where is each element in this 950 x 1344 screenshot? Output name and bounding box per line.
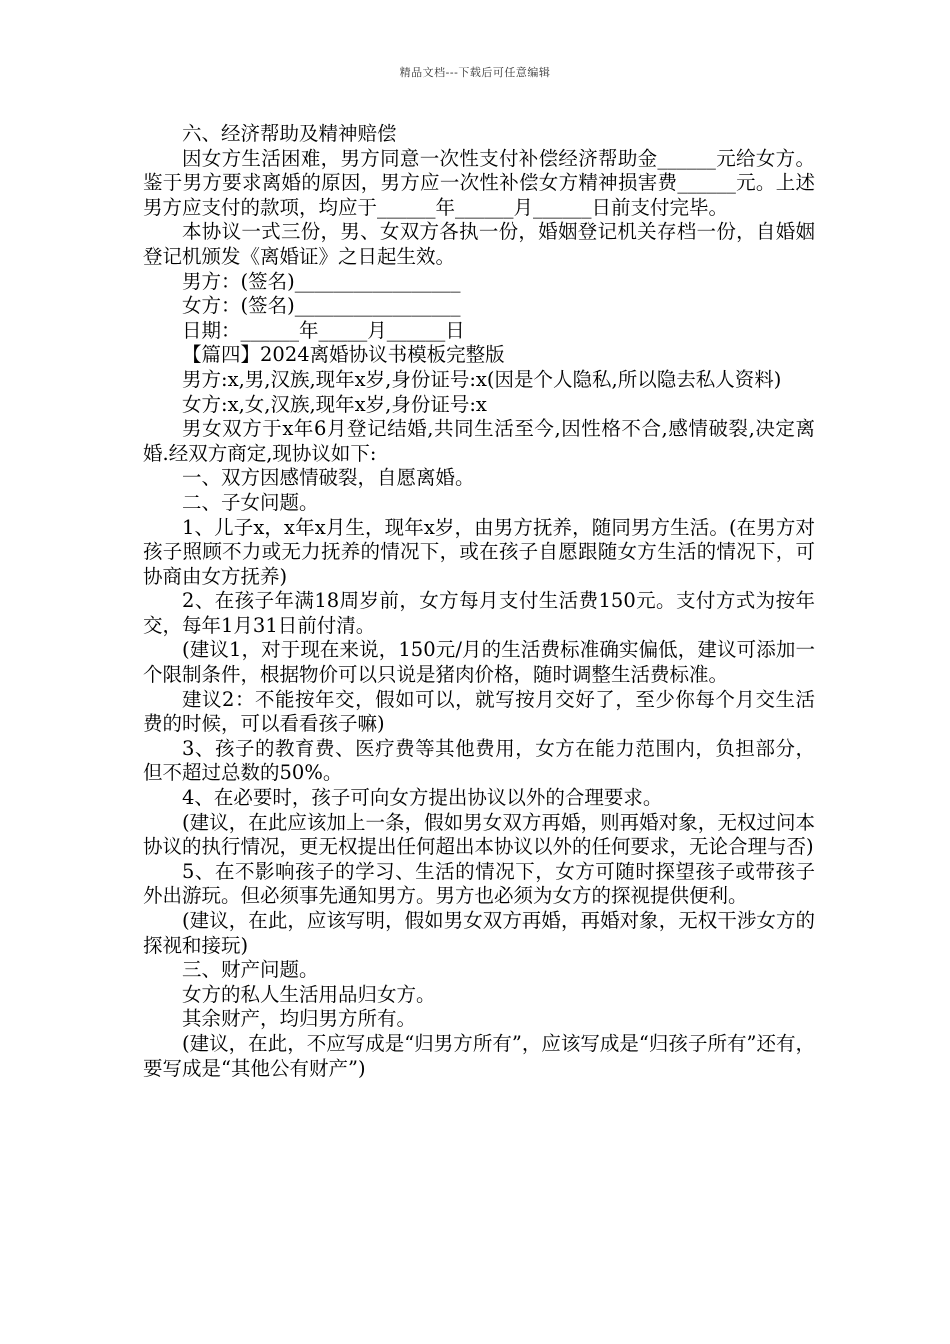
paragraph: (建议1，对于现在来说，150元/月的生活费标准确实偏低，建议可添加一个限制条件，根据物价可以只说是猪肉价格，随时调整生活费标准。: [143, 638, 815, 687]
paragraph: 女方:x,女,汉族,现年x岁,身份证号:x: [182, 392, 487, 416]
paragraph: 5、在不影响孩子的学习、生活的情况下，女方可随时探望孩子或带孩子外出游玩。但必须事先通知男方。男方也必须为女方的探视提供便利。: [143, 859, 815, 908]
paragraph: 【篇四】2024离婚协议书模板完整版: [182, 343, 505, 367]
paragraph: 六、经济帮助及精神赔偿: [182, 122, 397, 145]
paragraph: (建议，在此应该加上一条，假如男女双方再婚，则再婚对象，无权过问本协议的执行情况，更无权提出任何超出本协议以外的任何要求，无论合理与否): [143, 810, 815, 859]
paragraph: 女方：(签名)_________________: [182, 294, 461, 318]
paragraph: 一、双方因感情破裂，自愿离婚。: [182, 466, 475, 490]
paragraph: 二、子女问题。: [182, 490, 319, 514]
paragraph: 女方的私人生活用品归女方。: [182, 982, 436, 1006]
page-header: 精品文档---下载后可任意编辑: [399, 66, 551, 79]
paragraph: 建议2：不能按年交，假如可以，就写按月交好了，至少你每个月交生活费的时候，可以看看孩子嘛): [143, 687, 815, 736]
paragraph: 因女方生活困难，男方同意一次性支付补偿经济帮助金______元给女方。鉴于男方要求离婚的原因，男方应一次性补偿女方精神损害费______元。上述男方应支付的款项，均应于______年______月______日前支付完毕。: [143, 146, 815, 219]
paragraph: 男女双方于x年6月登记结婚,共同生活至今,因性格不合,感情破裂,决定离婚.经双方商定,现协议如下:: [143, 417, 815, 465]
paragraph: 1、儿子x，x年x月生，现年x岁，由男方抚养，随同男方生活。(在男方对孩子照顾不力或无力抚养的情况下，或在孩子自愿跟随女方生活的情况下，可协商由女方抚养): [143, 515, 815, 588]
paragraph: 男方：(签名)_________________: [182, 269, 461, 293]
paragraph: (建议，在此，应该写明，假如男女双方再婚，再婚对象，无权干涉女方的探视和接玩): [143, 909, 815, 957]
paragraph: 三、财产问题。: [182, 958, 319, 982]
paragraph: 男方:x,男,汉族,现年x岁,身份证号:x(因是个人隐私,所以隐去私人资料): [182, 367, 782, 391]
document-body: [143, 122, 815, 1081]
paragraph: 本协议一式三份，男、女双方各执一份，婚姻登记机关存档一份，自婚姻登记机颁发《离婚证》之日起生效。: [143, 220, 815, 268]
paragraph: (建议，在此，不应写成是“归男方所有”，应该写成是“归孩子所有”还有，要写成是“其他公有财产”): [143, 1031, 815, 1080]
paragraph: 2、在孩子年满18周岁前，女方每月支付生活费150元。支付方式为按年交，每年1月31日前付清。: [143, 589, 815, 637]
paragraph: 3、孩子的教育费、医疗费等其他费用，女方在能力范围内，负担部分，但不超过总数的50%。: [143, 736, 815, 785]
paragraph: 4、在必要时，孩子可向女方提出协议以外的合理要求。: [182, 786, 663, 810]
paragraph: 日期：______年_____月______日: [182, 318, 465, 342]
paragraph: 其余财产，均归男方所有。: [182, 1007, 417, 1031]
